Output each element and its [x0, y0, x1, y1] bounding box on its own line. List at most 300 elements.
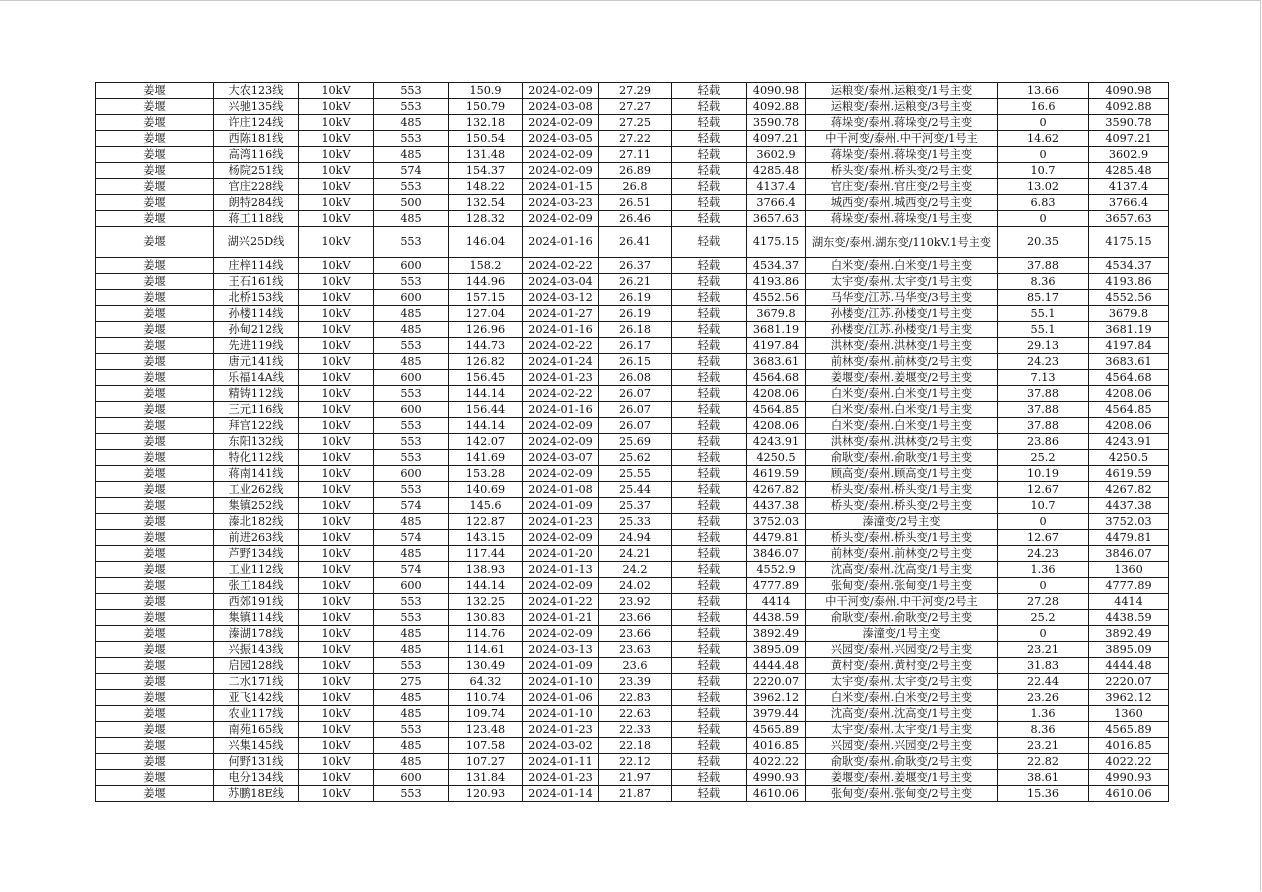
available-capacity-cell: 4193.86: [1089, 274, 1169, 290]
line-name-cell: 农业117线: [214, 706, 299, 722]
line-name-cell: 蒋南141线: [214, 466, 299, 482]
region-cell: 姜堰: [96, 227, 214, 258]
capacity-cell: 2220.07: [747, 674, 806, 690]
rated-current-cell: 574: [374, 498, 449, 514]
max-current-cell: 141.69: [449, 450, 523, 466]
max-current-cell: 154.37: [449, 163, 523, 179]
substation-cell: 白米变/泰州.白米变/1号主变: [806, 402, 998, 418]
region-cell: 姜堰: [96, 498, 214, 514]
date-cell: 2024-01-09: [523, 658, 599, 674]
substation-cell: 蒋垛变/泰州.蒋垛变/1号主变: [806, 211, 998, 227]
date-cell: 2024-01-08: [523, 482, 599, 498]
rated-current-cell: 553: [374, 786, 449, 802]
voltage-cell: 10kV: [299, 514, 374, 530]
max-current-cell: 114.61: [449, 642, 523, 658]
region-cell: 姜堰: [96, 370, 214, 386]
max-current-cell: 131.84: [449, 770, 523, 786]
transformer-load-cell: 38.61: [998, 770, 1089, 786]
substation-cell: 俞耿变/泰州.俞耿变/1号主变: [806, 450, 998, 466]
capacity-cell: 4197.84: [747, 338, 806, 354]
line-name-cell: 集镇114线: [214, 610, 299, 626]
table-row: [96, 179, 1169, 195]
date-cell: 2024-02-09: [523, 434, 599, 450]
table-row: [96, 227, 1169, 258]
available-capacity-cell: 4444.48: [1089, 658, 1169, 674]
table-row: [96, 626, 1169, 642]
line-name-cell: 西陈181线: [214, 131, 299, 147]
table-row: [96, 306, 1169, 322]
capacity-cell: 4414: [747, 594, 806, 610]
load-status-cell: 轻载: [672, 738, 747, 754]
load-status-cell: 轻载: [672, 274, 747, 290]
substation-cell: 太宇变/泰州.太宇变/2号主变: [806, 674, 998, 690]
substation-cell: 张甸变/泰州.张甸变/2号主变: [806, 786, 998, 802]
line-name-cell: 工业262线: [214, 482, 299, 498]
table-row: [96, 562, 1169, 578]
region-cell: 姜堰: [96, 195, 214, 211]
voltage-cell: 10kV: [299, 786, 374, 802]
load-status-cell: 轻载: [672, 163, 747, 179]
voltage-cell: 10kV: [299, 195, 374, 211]
load-status-cell: 轻载: [672, 786, 747, 802]
rated-current-cell: 553: [374, 482, 449, 498]
transformer-load-cell: 55.1: [998, 322, 1089, 338]
available-capacity-cell: 3892.49: [1089, 626, 1169, 642]
transformer-load-cell: 8.36: [998, 274, 1089, 290]
table-row: [96, 258, 1169, 274]
region-cell: 姜堰: [96, 642, 214, 658]
line-name-cell: 苏鹏18E线: [214, 786, 299, 802]
load-rate-cell: 26.21: [599, 274, 672, 290]
region-cell: 姜堰: [96, 530, 214, 546]
max-current-cell: 110.74: [449, 690, 523, 706]
transformer-load-cell: 8.36: [998, 722, 1089, 738]
load-status-cell: 轻载: [672, 658, 747, 674]
date-cell: 2024-01-10: [523, 706, 599, 722]
rated-current-cell: 485: [374, 514, 449, 530]
load-rate-cell: 24.21: [599, 546, 672, 562]
load-status-cell: 轻载: [672, 594, 747, 610]
transformer-load-cell: 25.2: [998, 450, 1089, 466]
available-capacity-cell: 1360: [1089, 706, 1169, 722]
table-row: [96, 578, 1169, 594]
substation-cell: 姜堰变/泰州.姜堰变/2号主变: [806, 370, 998, 386]
substation-cell: 洪林变/泰州.洪林变/1号主变: [806, 338, 998, 354]
line-name-cell: 王石161线: [214, 274, 299, 290]
available-capacity-cell: 4437.38: [1089, 498, 1169, 514]
region-cell: 姜堰: [96, 274, 214, 290]
line-name-cell: 拜官122线: [214, 418, 299, 434]
max-current-cell: 156.44: [449, 402, 523, 418]
date-cell: 2024-01-27: [523, 306, 599, 322]
voltage-cell: 10kV: [299, 498, 374, 514]
capacity-cell: 3895.09: [747, 642, 806, 658]
region-cell: 姜堰: [96, 354, 214, 370]
transformer-load-cell: 10.7: [998, 498, 1089, 514]
max-current-cell: 142.07: [449, 434, 523, 450]
rated-current-cell: 553: [374, 386, 449, 402]
voltage-cell: 10kV: [299, 370, 374, 386]
load-rate-cell: 24.02: [599, 578, 672, 594]
line-name-cell: 三元116线: [214, 402, 299, 418]
date-cell: 2024-02-09: [523, 530, 599, 546]
available-capacity-cell: 3752.03: [1089, 514, 1169, 530]
max-current-cell: 132.18: [449, 115, 523, 131]
load-rate-cell: 22.12: [599, 754, 672, 770]
region-cell: 姜堰: [96, 211, 214, 227]
transformer-load-cell: 23.26: [998, 690, 1089, 706]
rated-current-cell: 600: [374, 370, 449, 386]
available-capacity-cell: 3681.19: [1089, 322, 1169, 338]
voltage-cell: 10kV: [299, 482, 374, 498]
capacity-cell: 4097.21: [747, 131, 806, 147]
line-name-cell: 乐福14A线: [214, 370, 299, 386]
table-row: [96, 674, 1169, 690]
date-cell: 2024-02-09: [523, 147, 599, 163]
table-row: [96, 530, 1169, 546]
load-rate-cell: 24.2: [599, 562, 672, 578]
table-row: [96, 274, 1169, 290]
transformer-load-cell: 1.36: [998, 562, 1089, 578]
transformer-load-cell: 13.66: [998, 83, 1089, 99]
line-name-cell: 兴集145线: [214, 738, 299, 754]
load-rate-cell: 27.27: [599, 99, 672, 115]
available-capacity-cell: 4197.84: [1089, 338, 1169, 354]
rated-current-cell: 553: [374, 434, 449, 450]
rated-current-cell: 553: [374, 83, 449, 99]
rated-current-cell: 600: [374, 466, 449, 482]
rated-current-cell: 574: [374, 163, 449, 179]
table-row: [96, 195, 1169, 211]
region-cell: 姜堰: [96, 115, 214, 131]
region-cell: 姜堰: [96, 258, 214, 274]
max-current-cell: 107.58: [449, 738, 523, 754]
rated-current-cell: 485: [374, 354, 449, 370]
transformer-load-cell: 85.17: [998, 290, 1089, 306]
capacity-cell: 4090.98: [747, 83, 806, 99]
capacity-cell: 4267.82: [747, 482, 806, 498]
load-status-cell: 轻载: [672, 546, 747, 562]
load-status-cell: 轻载: [672, 131, 747, 147]
available-capacity-cell: 3679.8: [1089, 306, 1169, 322]
date-cell: 2024-01-10: [523, 674, 599, 690]
region-cell: 姜堰: [96, 322, 214, 338]
max-current-cell: 150.54: [449, 131, 523, 147]
voltage-cell: 10kV: [299, 83, 374, 99]
voltage-cell: 10kV: [299, 754, 374, 770]
region-cell: 姜堰: [96, 482, 214, 498]
substation-cell: 姜堰变/泰州.姜堰变/1号主变: [806, 770, 998, 786]
table-row: [96, 290, 1169, 306]
substation-cell: 中干河变/泰州.中干河变/1号主: [806, 131, 998, 147]
date-cell: 2024-01-23: [523, 770, 599, 786]
rated-current-cell: 500: [374, 195, 449, 211]
load-status-cell: 轻载: [672, 306, 747, 322]
substation-cell: 前林变/泰州.前林变/2号主变: [806, 546, 998, 562]
max-current-cell: 144.73: [449, 338, 523, 354]
available-capacity-cell: 3766.4: [1089, 195, 1169, 211]
table-row: [96, 402, 1169, 418]
substation-cell: 桥头变/泰州.桥头变/1号主变: [806, 482, 998, 498]
load-rate-cell: 25.33: [599, 514, 672, 530]
voltage-cell: 10kV: [299, 450, 374, 466]
transformer-load-cell: 0: [998, 211, 1089, 227]
voltage-cell: 10kV: [299, 131, 374, 147]
date-cell: 2024-02-09: [523, 115, 599, 131]
available-capacity-cell: 4250.5: [1089, 450, 1169, 466]
voltage-cell: 10kV: [299, 418, 374, 434]
voltage-cell: 10kV: [299, 770, 374, 786]
capacity-cell: 4990.93: [747, 770, 806, 786]
load-status-cell: 轻载: [672, 450, 747, 466]
voltage-cell: 10kV: [299, 179, 374, 195]
max-current-cell: 153.28: [449, 466, 523, 482]
table-row: [96, 594, 1169, 610]
rated-current-cell: 485: [374, 115, 449, 131]
rated-current-cell: 485: [374, 690, 449, 706]
max-current-cell: 107.27: [449, 754, 523, 770]
available-capacity-cell: 3657.63: [1089, 211, 1169, 227]
load-status-cell: 轻载: [672, 530, 747, 546]
load-rate-cell: 21.87: [599, 786, 672, 802]
load-status-cell: 轻载: [672, 211, 747, 227]
load-rate-cell: 26.08: [599, 370, 672, 386]
date-cell: 2024-02-09: [523, 466, 599, 482]
voltage-cell: 10kV: [299, 274, 374, 290]
capacity-cell: 3602.9: [747, 147, 806, 163]
max-current-cell: 144.14: [449, 418, 523, 434]
voltage-cell: 10kV: [299, 386, 374, 402]
date-cell: 2024-01-13: [523, 562, 599, 578]
capacity-cell: 4610.06: [747, 786, 806, 802]
rated-current-cell: 574: [374, 530, 449, 546]
load-status-cell: 轻载: [672, 722, 747, 738]
line-name-cell: 高湾116线: [214, 147, 299, 163]
capacity-cell: 3752.03: [747, 514, 806, 530]
region-cell: 姜堰: [96, 658, 214, 674]
max-current-cell: 143.15: [449, 530, 523, 546]
capacity-cell: 4777.89: [747, 578, 806, 594]
voltage-cell: 10kV: [299, 322, 374, 338]
voltage-cell: 10kV: [299, 147, 374, 163]
max-current-cell: 148.22: [449, 179, 523, 195]
line-name-cell: 集镇252线: [214, 498, 299, 514]
line-name-cell: 张工184线: [214, 578, 299, 594]
transformer-load-cell: 22.44: [998, 674, 1089, 690]
line-name-cell: 前进263线: [214, 530, 299, 546]
transformer-load-cell: 12.67: [998, 482, 1089, 498]
transformer-load-cell: 23.21: [998, 642, 1089, 658]
max-current-cell: 130.83: [449, 610, 523, 626]
rated-current-cell: 485: [374, 706, 449, 722]
line-name-cell: 蒋工118线: [214, 211, 299, 227]
substation-cell: 沈高变/泰州.沈高变/1号主变: [806, 562, 998, 578]
table-row: [96, 722, 1169, 738]
line-name-cell: 兴驰135线: [214, 99, 299, 115]
region-cell: 姜堰: [96, 514, 214, 530]
max-current-cell: 109.74: [449, 706, 523, 722]
substation-cell: 桥头变/泰州.桥头变/1号主变: [806, 530, 998, 546]
available-capacity-cell: 4619.59: [1089, 466, 1169, 482]
date-cell: 2024-03-07: [523, 450, 599, 466]
substation-cell: 洪林变/泰州.洪林变/2号主变: [806, 434, 998, 450]
transformer-load-cell: 27.28: [998, 594, 1089, 610]
max-current-cell: 131.48: [449, 147, 523, 163]
available-capacity-cell: 4534.37: [1089, 258, 1169, 274]
region-cell: 姜堰: [96, 594, 214, 610]
load-status-cell: 轻载: [672, 562, 747, 578]
rated-current-cell: 553: [374, 99, 449, 115]
substation-cell: 溱潼变/1号主变: [806, 626, 998, 642]
max-current-cell: 122.87: [449, 514, 523, 530]
date-cell: 2024-03-12: [523, 290, 599, 306]
capacity-cell: 4016.85: [747, 738, 806, 754]
rated-current-cell: 553: [374, 450, 449, 466]
capacity-cell: 3962.12: [747, 690, 806, 706]
voltage-cell: 10kV: [299, 610, 374, 626]
table-row: [96, 211, 1169, 227]
transformer-load-cell: 37.88: [998, 258, 1089, 274]
available-capacity-cell: 4564.85: [1089, 402, 1169, 418]
rated-current-cell: 553: [374, 179, 449, 195]
rated-current-cell: 600: [374, 402, 449, 418]
capacity-cell: 3766.4: [747, 195, 806, 211]
rated-current-cell: 553: [374, 610, 449, 626]
load-status-cell: 轻载: [672, 466, 747, 482]
load-rate-cell: 22.63: [599, 706, 672, 722]
line-name-cell: 北桥153线: [214, 290, 299, 306]
substation-cell: 白米变/泰州.白米变/1号主变: [806, 258, 998, 274]
voltage-cell: 10kV: [299, 658, 374, 674]
load-status-cell: 轻载: [672, 115, 747, 131]
substation-cell: 兴园变/泰州.兴园变/2号主变: [806, 642, 998, 658]
table-row: [96, 83, 1169, 99]
rated-current-cell: 485: [374, 322, 449, 338]
voltage-cell: 10kV: [299, 642, 374, 658]
capacity-cell: 4565.89: [747, 722, 806, 738]
load-rate-cell: 25.62: [599, 450, 672, 466]
date-cell: 2024-02-09: [523, 578, 599, 594]
date-cell: 2024-03-04: [523, 274, 599, 290]
date-cell: 2024-01-20: [523, 546, 599, 562]
table-row: [96, 418, 1169, 434]
transformer-load-cell: 0: [998, 514, 1089, 530]
max-current-cell: 138.93: [449, 562, 523, 578]
line-name-cell: 溱湖178线: [214, 626, 299, 642]
max-current-cell: 120.93: [449, 786, 523, 802]
load-rate-cell: 22.33: [599, 722, 672, 738]
substation-cell: 太宇变/泰州.太宇变/1号主变: [806, 274, 998, 290]
voltage-cell: 10kV: [299, 163, 374, 179]
load-rate-cell: 26.41: [599, 227, 672, 258]
voltage-cell: 10kV: [299, 306, 374, 322]
capacity-cell: 4564.68: [747, 370, 806, 386]
table-row: [96, 658, 1169, 674]
region-cell: 姜堰: [96, 562, 214, 578]
load-rate-cell: 23.39: [599, 674, 672, 690]
line-name-cell: 杨院251线: [214, 163, 299, 179]
table-row: [96, 386, 1169, 402]
line-name-cell: 孙甸212线: [214, 322, 299, 338]
table-row: [96, 514, 1169, 530]
capacity-cell: 3679.8: [747, 306, 806, 322]
transformer-load-cell: 7.13: [998, 370, 1089, 386]
table-row: [96, 163, 1169, 179]
region-cell: 姜堰: [96, 610, 214, 626]
rated-current-cell: 485: [374, 738, 449, 754]
available-capacity-cell: 4777.89: [1089, 578, 1169, 594]
available-capacity-cell: 4552.56: [1089, 290, 1169, 306]
load-rate-cell: 26.46: [599, 211, 672, 227]
region-cell: 姜堰: [96, 578, 214, 594]
load-rate-cell: 23.6: [599, 658, 672, 674]
date-cell: 2024-02-09: [523, 163, 599, 179]
region-cell: 姜堰: [96, 546, 214, 562]
line-name-cell: 二水171线: [214, 674, 299, 690]
line-name-cell: 官庄228线: [214, 179, 299, 195]
region-cell: 姜堰: [96, 179, 214, 195]
available-capacity-cell: 3962.12: [1089, 690, 1169, 706]
max-current-cell: 150.79: [449, 99, 523, 115]
transformer-load-cell: 12.67: [998, 530, 1089, 546]
transformer-load-cell: 24.23: [998, 354, 1089, 370]
substation-cell: 官庄变/泰州.官庄变/2号主变: [806, 179, 998, 195]
capacity-cell: 4022.22: [747, 754, 806, 770]
load-status-cell: 轻载: [672, 482, 747, 498]
voltage-cell: 10kV: [299, 227, 374, 258]
table-row: [96, 99, 1169, 115]
substation-cell: 运粮变/泰州.运粮变/3号主变: [806, 99, 998, 115]
region-cell: 姜堰: [96, 450, 214, 466]
region-cell: 姜堰: [96, 674, 214, 690]
rated-current-cell: 485: [374, 211, 449, 227]
rated-current-cell: 485: [374, 626, 449, 642]
load-rate-cell: 27.25: [599, 115, 672, 131]
load-rate-cell: 25.37: [599, 498, 672, 514]
load-rate-cell: 27.29: [599, 83, 672, 99]
load-status-cell: 轻载: [672, 498, 747, 514]
transformer-load-cell: 29.13: [998, 338, 1089, 354]
rated-current-cell: 485: [374, 546, 449, 562]
table-row: [96, 786, 1169, 802]
capacity-cell: 4285.48: [747, 163, 806, 179]
date-cell: 2024-03-05: [523, 131, 599, 147]
substation-cell: 桥头变/泰州.桥头变/2号主变: [806, 163, 998, 179]
load-status-cell: 轻载: [672, 322, 747, 338]
line-name-cell: 工业112线: [214, 562, 299, 578]
voltage-cell: 10kV: [299, 546, 374, 562]
capacity-cell: 4208.06: [747, 386, 806, 402]
voltage-cell: 10kV: [299, 722, 374, 738]
transformer-load-cell: 1.36: [998, 706, 1089, 722]
load-rate-cell: 26.19: [599, 306, 672, 322]
substation-cell: 太宇变/泰州.太宇变/1号主变: [806, 722, 998, 738]
available-capacity-cell: 4092.88: [1089, 99, 1169, 115]
available-capacity-cell: 2220.07: [1089, 674, 1169, 690]
rated-current-cell: 485: [374, 642, 449, 658]
voltage-cell: 10kV: [299, 626, 374, 642]
transformer-load-cell: 15.36: [998, 786, 1089, 802]
substation-cell: 中干河变/泰州.中干河变/2号主: [806, 594, 998, 610]
date-cell: 2024-01-23: [523, 722, 599, 738]
available-capacity-cell: 4243.91: [1089, 434, 1169, 450]
load-rate-cell: 22.18: [599, 738, 672, 754]
line-name-cell: 西郊191线: [214, 594, 299, 610]
transformer-load-cell: 14.62: [998, 131, 1089, 147]
line-name-cell: 朗特284线: [214, 195, 299, 211]
date-cell: 2024-03-13: [523, 642, 599, 658]
load-status-cell: 轻载: [672, 418, 747, 434]
